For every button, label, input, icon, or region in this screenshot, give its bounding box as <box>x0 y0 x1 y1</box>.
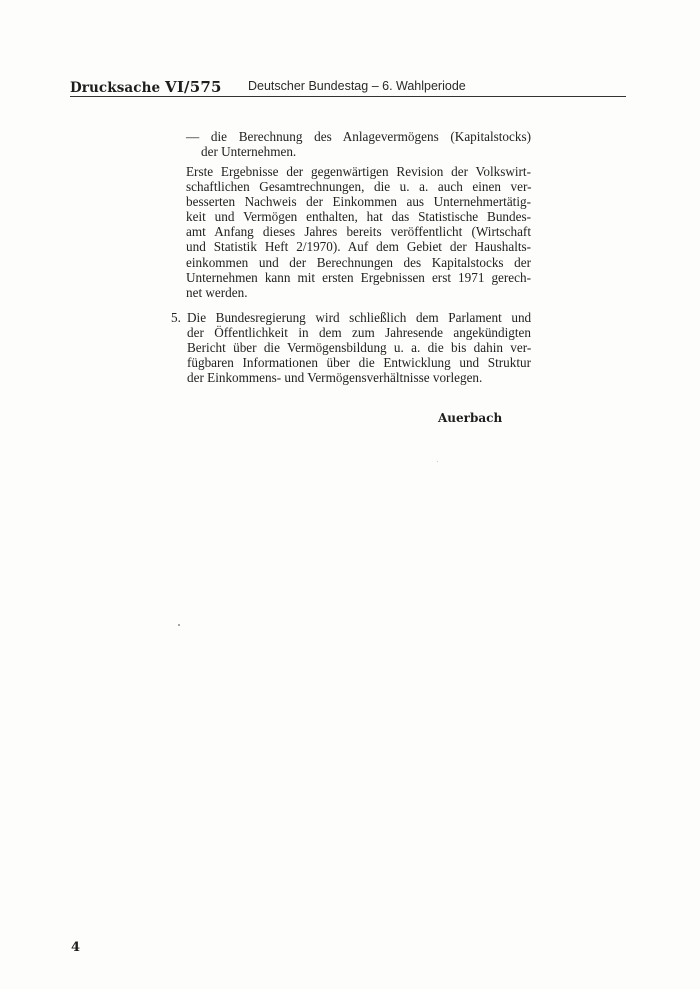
body-paragraph <box>186 164 531 300</box>
text-line: besserten Nachweis der Einkommen aus Unternehmertätig- <box>186 194 531 210</box>
text-line: amt Anfang dieses Jahres bereits veröffentlicht (Wirtschaft <box>186 224 531 240</box>
document-id <box>70 78 222 96</box>
header-rule <box>70 96 626 97</box>
text-line: schaftlichen Gesamtrechnungen, die u. a. auch einen ver- <box>186 179 532 195</box>
dash-list-item <box>186 129 531 159</box>
scan-speck <box>178 624 180 626</box>
header-title: Deutscher Bundestag – 6. Wahlperiode <box>248 79 466 93</box>
page-header <box>70 76 626 96</box>
page-number: 4 <box>71 940 81 955</box>
item-text <box>187 310 531 385</box>
document-number: VI/575 <box>165 78 222 96</box>
text-line: der Unternehmen. <box>201 144 297 160</box>
text-line: und Statistik Heft 2/1970). Auf dem Gebiet der Haushalts- <box>186 239 532 255</box>
item-number: 5. <box>171 310 181 325</box>
text-line: fügbaren Informationen über die Entwicklung und Struktur <box>187 355 532 371</box>
scan-speck <box>437 461 438 462</box>
text-line: Die Bundesregierung wird schließlich dem Parlament und <box>187 310 532 325</box>
text-line: der Öffentlichkeit in dem zum Jahresende angekündigten <box>187 325 531 341</box>
text-line: Bericht über die Vermögensbildung u. a. die bis dahin ver- <box>187 340 532 356</box>
text-line: Unternehmen kann mit ersten Ergebnissen erst 1971 gerech- <box>186 269 531 285</box>
text-line: net werden. <box>186 284 248 300</box>
text-line: der Einkommens- und Vermögensverhältnisse vorlegen. <box>187 370 483 386</box>
signature: Auerbach <box>438 411 503 425</box>
text-line: einkommen und der Berechnungen des Kapitalstocks der <box>186 254 532 270</box>
document-label: Drucksache <box>70 80 161 96</box>
text-line: keit und Vermögen enthalten, hat das Statistische Bundes- <box>186 209 531 225</box>
text-line: Erste Ergebnisse der gegenwärtigen Revision der Volkswirt- <box>186 164 531 179</box>
text-line: — die Berechnung des Anlagevermögens (Kapitalstocks) <box>186 129 531 144</box>
